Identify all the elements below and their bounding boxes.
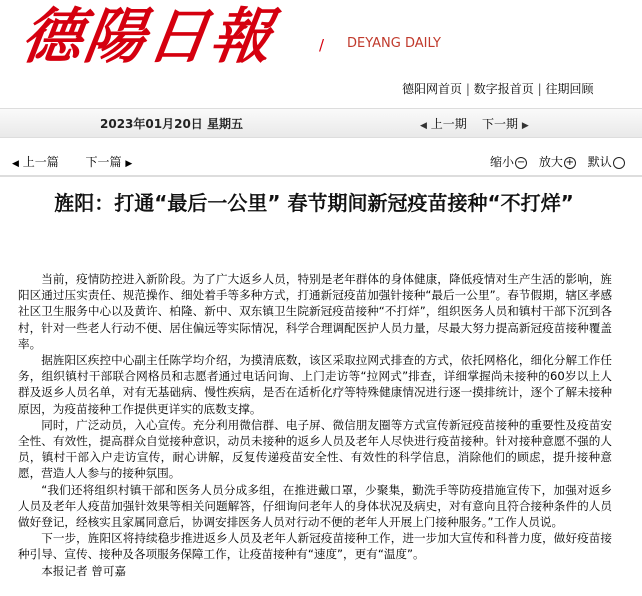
article-paragraph: “我们还将组织村镇干部和医务人员分成多组，在推进戴口罩，少聚集，勤洗手等防疫措施宣传下，加强对返乡人员及老年人疫苗加强针效果等相关问题解答，仔细询问老年人的身体状况及病史，对有意向且符合接种条件的人员做好登记，经核实且家属同意后，协调安排医务人员对行动不便的老年人开展上门接种服务。”工作人员说。: [18, 482, 612, 530]
next-article-link[interactable]: 下一篇: [85, 155, 122, 169]
prev-issue-link[interactable]: 上一期: [430, 117, 467, 131]
zoom-in-icon[interactable]: +: [565, 156, 575, 168]
link-separator: |: [537, 82, 542, 96]
triangle-right-icon: ▶: [125, 159, 133, 169]
link-separator: |: [465, 82, 470, 96]
zoom-out-icon[interactable]: −: [516, 156, 526, 168]
masthead: [0, 0, 642, 100]
article-toolbar: [0, 150, 642, 172]
article-nav: [12, 153, 132, 170]
date-bar: [0, 108, 642, 138]
next-issue-link[interactable]: 下一期: [482, 117, 519, 131]
article-paragraph: 据旌阳区疾控中心副主任陈学均介绍，为摸清底数，该区采取拉网式排查的方式，依托网格化，细化分解工作任务，组织镇村干部联合网格员和志愿者通过电话问询、上门走访等“拉网式”排查，详细掌握尚未接种的60岁以上人群及返乡人员名单，对有无基础病、慢性疾病，是否在适析化疗等特殊健康情况进行逐一摸排统计，逐个了解未接种原因，为疫苗接种工作提供更详实的底数支撑。: [18, 353, 612, 416]
triangle-left-icon: ◀: [12, 159, 19, 169]
logo-slash: /: [319, 36, 325, 54]
link-digital-home[interactable]: 数字报首页: [473, 82, 534, 96]
link-deyang-home[interactable]: 德阳网首页: [402, 82, 463, 96]
divider: [0, 175, 642, 177]
prev-article-link[interactable]: 上一篇: [22, 155, 59, 169]
newspaper-english-name: DEYANG DAILY: [347, 36, 441, 51]
article-paragraph: 当前，疫情防控进入新阶段。为了广大返乡人员，特别是老年群体的身体健康，降低疫情对生产生活的影响，旌阳区通过压实责任、规范操作、细处着手等多种方式，打通新冠疫苗加强针接种“最后一公里”。春节假期，辖区孝感社区卫生服务中心以及黄许、柏隆、新中、双东镇卫生院新冠疫苗接种“不打烊”，组织医务人员和镇村干部下沉到各村，针对一些老人行动不便、居住偏远等实际情况，科学合理调配医护人员力量，尽最大努力提高新冠疫苗接种覆盖率。: [18, 272, 612, 351]
zoom-out-label[interactable]: 缩小: [490, 155, 515, 169]
link-past-issues[interactable]: 往期回顾: [545, 82, 594, 96]
newspaper-logo[interactable]: 德陽日報: [17, 2, 279, 72]
article-byline: 本报记者 曾可嘉: [41, 563, 127, 578]
article-paragraph: 同时，广泛动员，入心宣传。充分利用微信群、电子屏、微信朋友圈等方式宣传新冠疫苗接种的重要性及疫苗安全性、有效性，提高群众自觉接种意识，动员未接种的返乡人员及老年人尽快进行疫苗接种。针对接种意愿不强的人员，镇村干部入户走访宣传，耐心讲解，反复传递疫苗安全性、有效性的科学信息，消除他们的顾虑，提升接种意愿，营造人人参与的接种氛围。: [18, 417, 612, 481]
default-size-label[interactable]: 默认: [587, 155, 612, 169]
article-title: 旌阳：打通“最后一公里” 春节期间新冠疫苗接种“不打烊”: [54, 191, 574, 215]
issue-nav: [420, 115, 529, 132]
article-body: [18, 271, 612, 579]
triangle-right-icon: ▶: [521, 121, 529, 131]
zoom-in-label[interactable]: 放大: [538, 155, 563, 169]
top-links: [402, 80, 593, 97]
article-paragraph: 下一步，旌阳区将持续稳步推进返乡人员及老年人新冠疫苗接种工作，进一步加大宣传和科普力度，做好疫苗接种引导、宣传、接种及各项服务保障工作，让疫苗接种有“速度”，更有“温度”。: [18, 531, 612, 562]
issue-date: 2023年01月20日 星期五: [100, 117, 243, 131]
font-size-controls: [490, 153, 633, 170]
triangle-left-icon: ◀: [420, 121, 427, 131]
default-size-icon[interactable]: [613, 157, 625, 169]
